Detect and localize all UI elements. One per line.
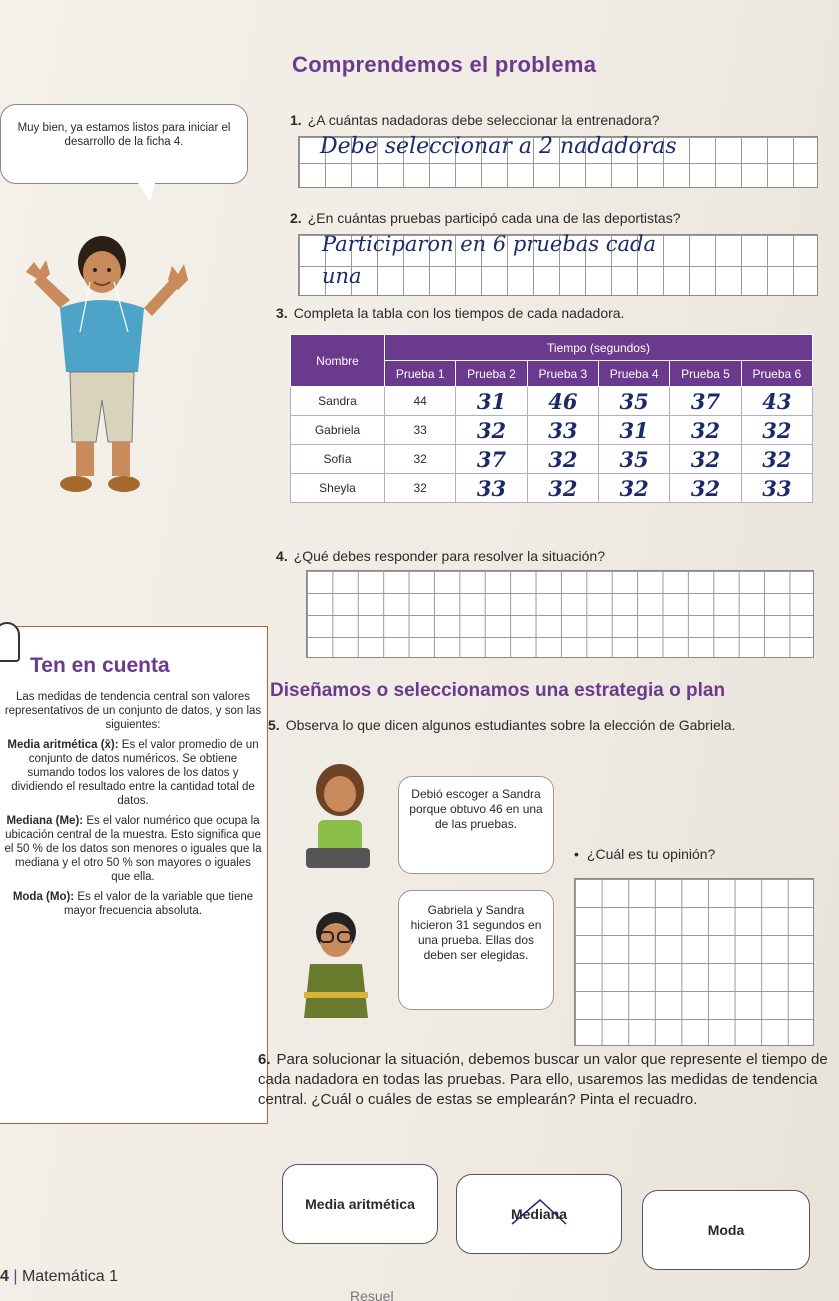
time-cell[interactable]: 32	[670, 416, 741, 445]
column-header: Prueba 3	[527, 361, 598, 387]
table-row	[291, 474, 813, 503]
tip-intro: Las medidas de tendencia central son valores representativos de un conjunto de datos, y son las siguientes:	[4, 691, 262, 731]
page-footer: 4 | Matemática 1	[0, 1268, 118, 1285]
book-title: Matemática 1	[21, 1268, 118, 1285]
time-cell: 32	[385, 474, 456, 503]
column-header: Prueba 4	[598, 361, 669, 387]
option-moda-button[interactable]: Moda	[642, 1190, 810, 1270]
option-media-button[interactable]: Media aritmética	[282, 1164, 438, 1244]
time-cell: 33	[385, 416, 456, 445]
table-row	[291, 416, 813, 445]
answer-1-handwriting: Debe seleccionar a 2 nadadoras	[320, 134, 677, 159]
time-cell: 44	[385, 387, 456, 416]
tip-media: Media aritmética (x̄): Es el valor promedio de un conjunto de datos numéricos. Se obtiene sumando todos los valores de los datos y dividiendo el resultado entre la cantidad total de datos.	[7, 739, 259, 807]
answer-2-line-2: una	[322, 264, 362, 288]
time-cell[interactable]: 33	[527, 416, 598, 445]
swimmer-name: Sheyla	[291, 474, 385, 503]
student-1-bubble: Debió escoger a Sandra porque obtuvo 46 en una de las pruebas.	[398, 776, 554, 874]
boy-2-illustration	[290, 908, 390, 1026]
name-column-header: Nombre	[291, 335, 385, 387]
opinion-prompt: • ¿Cuál es tu opinión?	[574, 846, 716, 862]
boy-illustration	[20, 222, 195, 512]
time-cell: 32	[385, 445, 456, 474]
time-cell[interactable]: 32	[527, 445, 598, 474]
tip-moda: Moda (Mo): Es el valor de la variable que tiene mayor frecuencia absoluta.	[12, 891, 254, 917]
time-cell[interactable]: 43	[741, 387, 812, 416]
page-title: Comprendemos el problema	[292, 52, 597, 77]
swim-times-table	[290, 334, 813, 503]
time-cell[interactable]: 33	[741, 474, 812, 503]
section-title: Diseñamos o seleccionamos una estrategia o plan	[270, 680, 726, 701]
column-header: Prueba 5	[670, 361, 741, 387]
time-cell[interactable]: 32	[670, 474, 741, 503]
column-header: Prueba 2	[456, 361, 527, 387]
time-cell[interactable]: 32	[741, 416, 812, 445]
time-cell[interactable]: 32	[598, 474, 669, 503]
question-2: 2. ¿En cuántas pruebas participó cada una de las deportistas?	[290, 210, 681, 226]
table-row	[291, 445, 813, 474]
question-6: 6. Para solucionar la situación, debemos buscar un valor que represente el tiempo de cada nadadora en todas las pruebas. Para ello, usaremos las medidas de tendencia central. ¿Cuál o cuáles de estas se emplearán? Pinta el recuadro.	[258, 1051, 828, 1108]
time-cell[interactable]: 37	[456, 445, 527, 474]
pencil-mark	[510, 1198, 570, 1228]
girl-illustration	[300, 760, 380, 870]
question-5: 5. Observa lo que dicen algunos estudiantes sobre la elección de Gabriela.	[268, 717, 736, 733]
time-cell[interactable]: 32	[456, 416, 527, 445]
page-number: 4	[0, 1268, 9, 1285]
tip-mediana: Mediana (Me): Es el valor numérico que ocupa la ubicación central de la muestra. Esto significa que el 50 % de los datos son menores o iguales que la mediana y el otro 50 % son mayores o iguales que ella.	[4, 815, 262, 883]
question-1: 1. ¿A cuántas nadadoras debe seleccionar la entrenadora?	[290, 112, 660, 128]
answer-grid-4[interactable]	[306, 570, 814, 658]
lightbulb-icon	[0, 622, 20, 662]
answer-2-line-1: Participaron en 6 pruebas cada	[322, 232, 656, 256]
time-cell[interactable]: 35	[598, 387, 669, 416]
cut-off-text: Resuel	[350, 1288, 394, 1301]
tip-title: Ten en cuenta	[30, 654, 170, 677]
student-2-bubble: Gabriela y Sandra hicieron 31 segundos en una prueba. Ellas dos deben ser elegidas.	[398, 890, 554, 1010]
option-mediana-button[interactable]: Mediana	[456, 1174, 622, 1254]
tip-body	[4, 690, 262, 924]
time-cell[interactable]: 37	[670, 387, 741, 416]
question-3: 3. Completa la tabla con los tiempos de cada nadadora.	[276, 305, 625, 321]
time-cell[interactable]: 32	[670, 445, 741, 474]
time-group-header: Tiempo (segundos)	[385, 335, 813, 361]
table-row	[291, 387, 813, 416]
speech-bubble: Muy bien, ya estamos listos para iniciar el desarrollo de la ficha 4.	[0, 104, 248, 184]
time-cell[interactable]: 46	[527, 387, 598, 416]
opinion-grid[interactable]	[574, 878, 814, 1046]
column-header: Prueba 6	[741, 361, 812, 387]
time-cell[interactable]: 32	[741, 445, 812, 474]
question-4: 4. ¿Qué debes responder para resolver la situación?	[276, 548, 605, 564]
swimmer-name: Sandra	[291, 387, 385, 416]
swimmer-name: Gabriela	[291, 416, 385, 445]
swimmer-name: Sofía	[291, 445, 385, 474]
time-cell[interactable]: 35	[598, 445, 669, 474]
column-header: Prueba 1	[385, 361, 456, 387]
time-cell[interactable]: 31	[456, 387, 527, 416]
time-cell[interactable]: 33	[456, 474, 527, 503]
time-cell[interactable]: 32	[527, 474, 598, 503]
speech-bubble-tail	[136, 180, 156, 202]
time-cell[interactable]: 31	[598, 416, 669, 445]
